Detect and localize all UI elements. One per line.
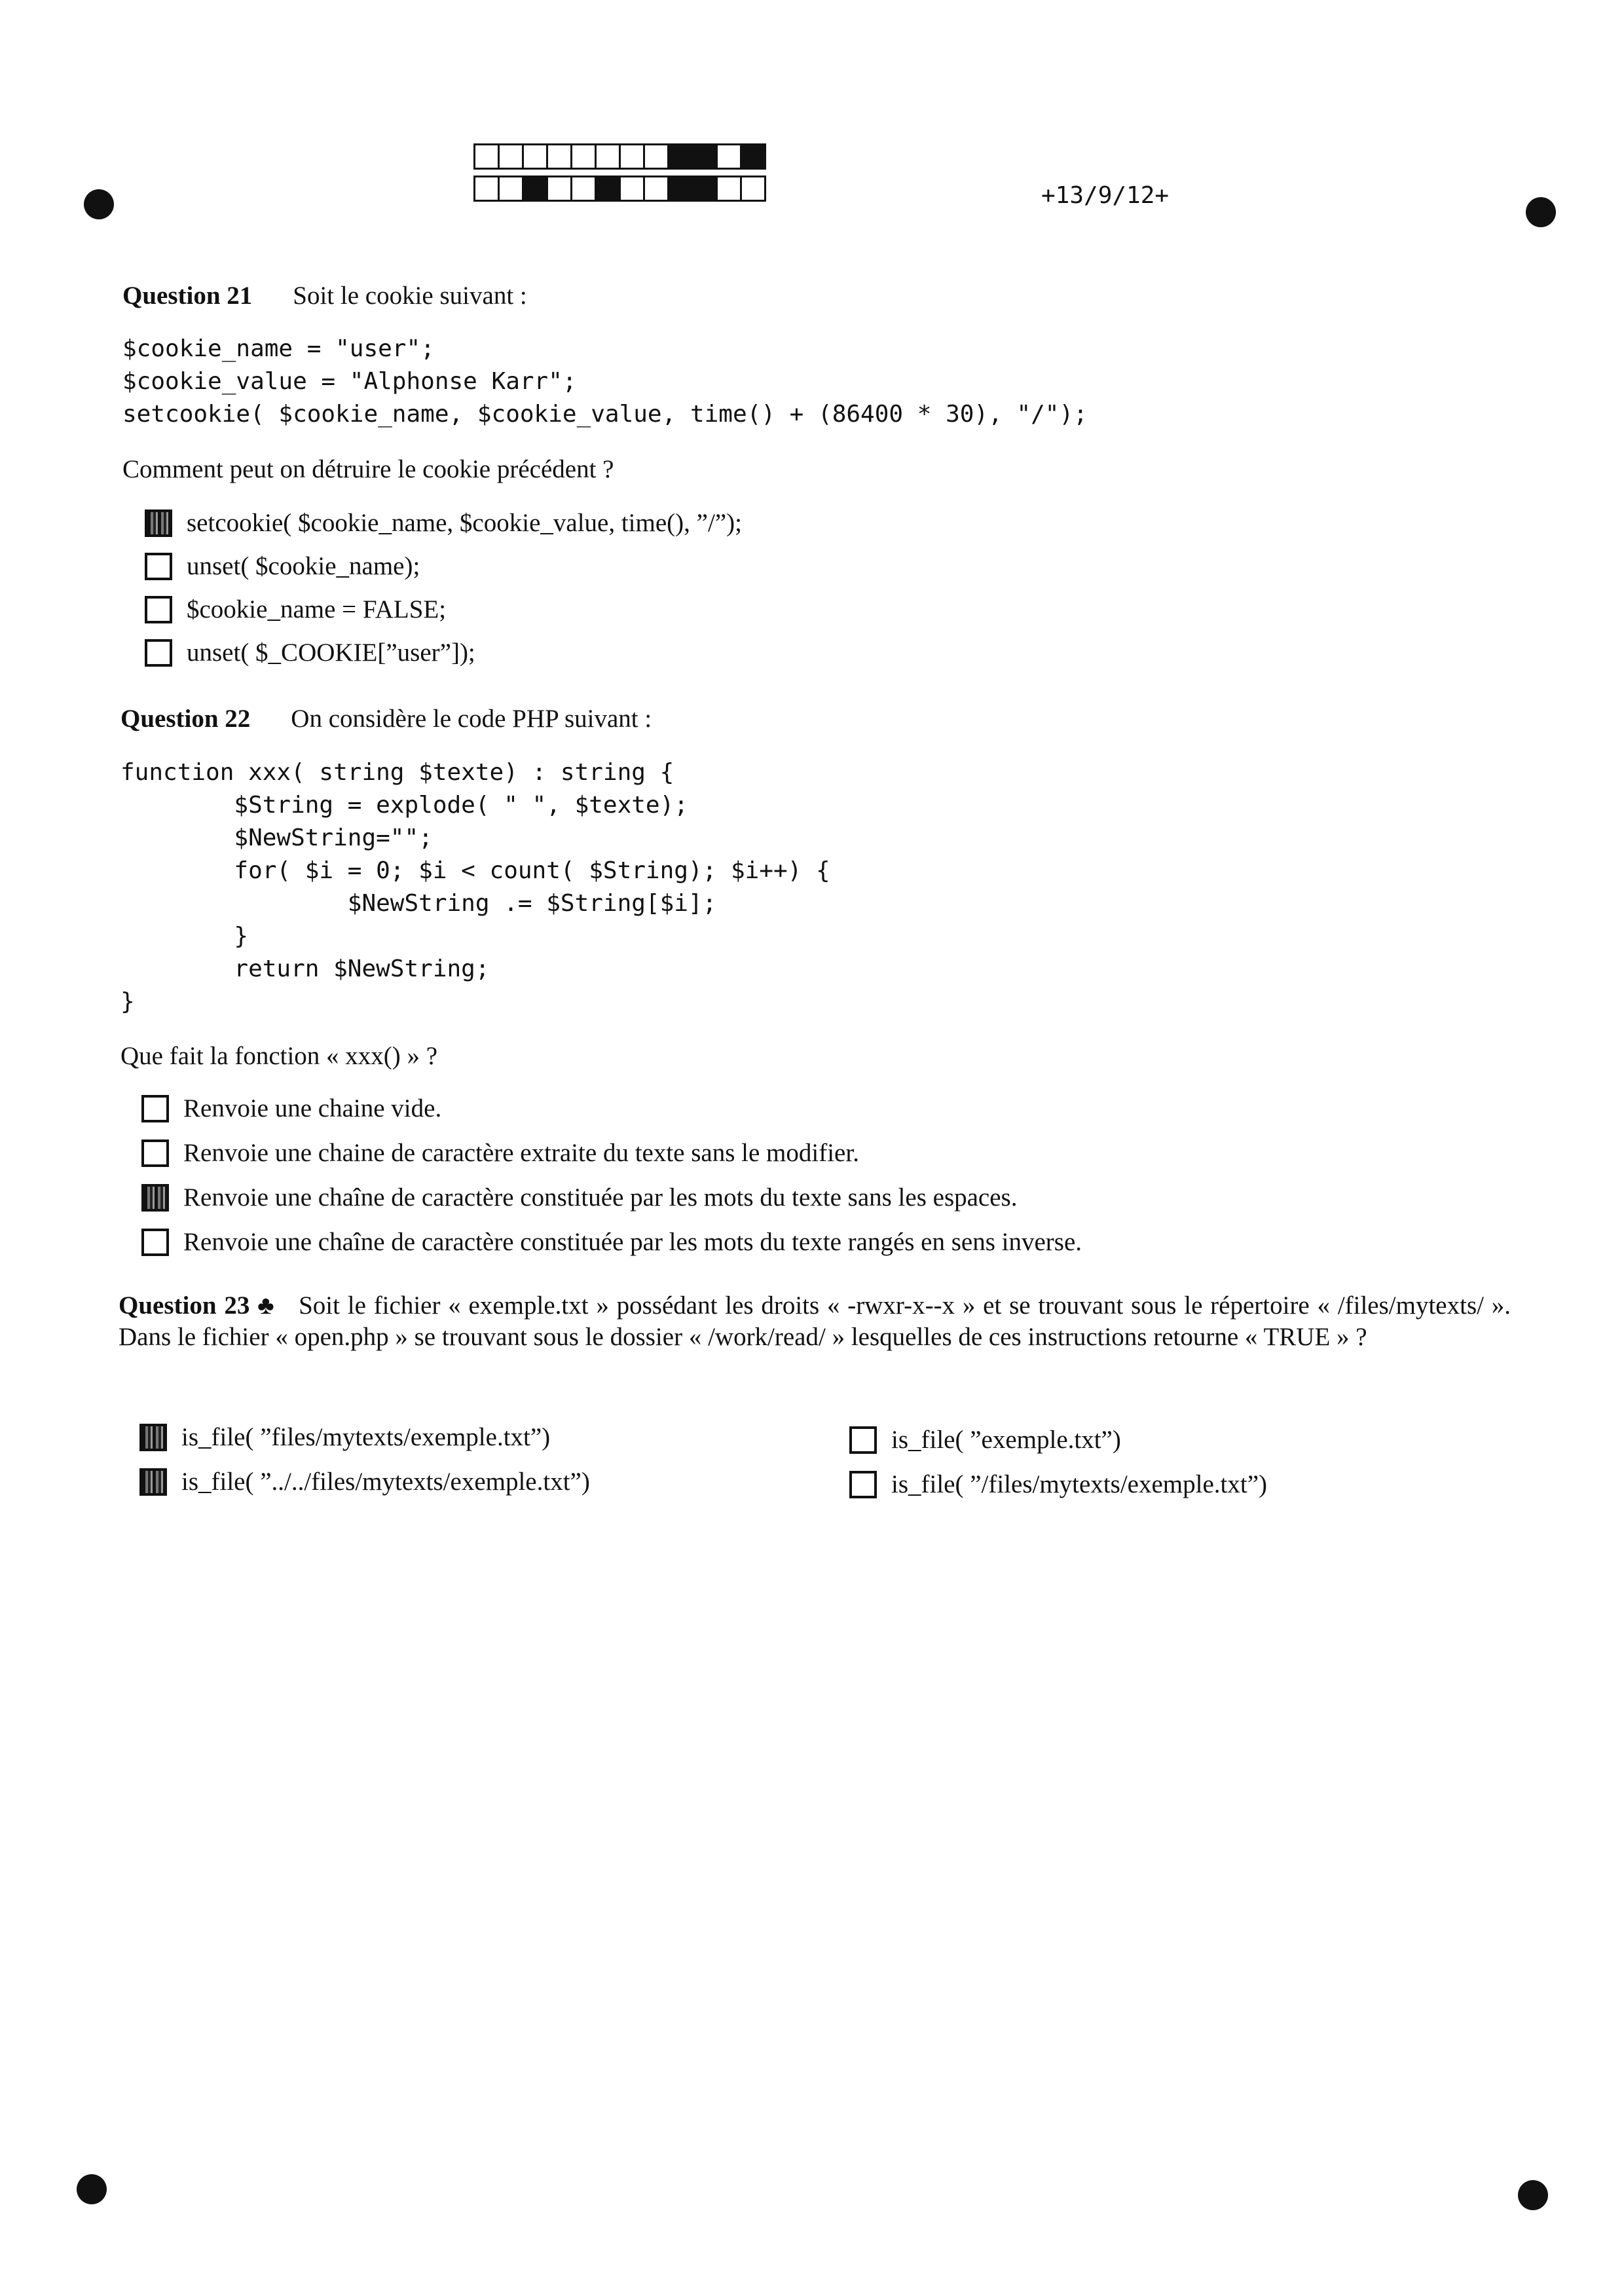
- q22-option-2[interactable]: [141, 1138, 859, 1168]
- question-21-code: $cookie_name = "user"; $cookie_value = "Alphonse Karr"; setcookie( $cookie_name, $cookie_value, time() + (86400 * 30), "/");: [122, 335, 1088, 428]
- q23-option-4[interactable]: [849, 1470, 1267, 1499]
- question-label: Question 21: [122, 282, 253, 310]
- barcode-cell: [692, 176, 718, 202]
- q21-option-1[interactable]: [145, 508, 742, 538]
- question-21-text: Comment peut on détruire le cookie précédent ?: [122, 455, 614, 483]
- option-label: Renvoie une chaine vide.: [183, 1094, 442, 1122]
- option-label: Renvoie une chaîne de caractère constituée par les mots du texte rangés en sens inverse.: [183, 1228, 1082, 1256]
- option-label: $cookie_name = FALSE;: [187, 595, 447, 623]
- barcode-cell: [692, 143, 718, 170]
- checkbox[interactable]: [145, 509, 172, 537]
- question-22-header: [120, 704, 652, 733]
- checkbox[interactable]: [849, 1426, 877, 1454]
- page-code: +13/9/12+: [1041, 182, 1170, 209]
- barcode-cell: [570, 176, 597, 202]
- barcode-cell: [667, 176, 693, 202]
- barcode-cell: [667, 143, 693, 170]
- question-label: Question 22: [120, 705, 251, 733]
- q23-option-2[interactable]: [139, 1467, 590, 1496]
- option-label: unset( $cookie_name);: [187, 552, 420, 580]
- checkbox[interactable]: [139, 1468, 167, 1496]
- q22-option-3[interactable]: [141, 1183, 1017, 1212]
- checkbox[interactable]: [849, 1471, 877, 1498]
- barcode-cell: [473, 143, 500, 170]
- checkbox[interactable]: [145, 639, 172, 667]
- checkbox[interactable]: [141, 1229, 169, 1256]
- option-label: is_file( ”files/mytexts/exemple.txt”): [181, 1423, 551, 1451]
- barcode-cell: [740, 176, 766, 202]
- barcode-cell: [619, 143, 645, 170]
- question-22-code: function xxx( string $texte) : string { $String = explode( " ", $texte); $NewString=""; for( $i = 0; $i < count( $String); $i++) { $NewString .= $String[$i]; } return $NewString; }: [120, 759, 830, 1015]
- checkbox[interactable]: [145, 553, 172, 580]
- option-label: is_file( ”exemple.txt”): [891, 1426, 1121, 1454]
- barcode-cell: [643, 143, 669, 170]
- question-label: Question 23 ♣: [119, 1291, 276, 1320]
- barcode-cell: [473, 176, 500, 202]
- barcode-cell: [498, 176, 524, 202]
- barcode-cell: [595, 176, 621, 202]
- option-label: Renvoie une chaine de caractère extraite du texte sans le modifier.: [183, 1139, 859, 1167]
- q21-option-4[interactable]: [145, 638, 475, 667]
- barcode-cell: [595, 143, 621, 170]
- question-prompt: On considère le code PHP suivant :: [291, 705, 652, 733]
- q22-option-1[interactable]: [141, 1094, 441, 1123]
- q21-option-3[interactable]: [145, 595, 446, 624]
- question-prompt: Soit le fichier « exemple.txt » possédant les droits « -rwxr-x--x » et se trouvant sous le répertoire « /files/mytexts/ ». Dans le fichier « open.php » se trouvant sous le dossier « /work/read/ » lesquelles de ces instructions retourne « TRUE » ?: [119, 1291, 1511, 1351]
- question-prompt: Soit le cookie suivant :: [293, 282, 527, 310]
- checkbox[interactable]: [141, 1095, 169, 1122]
- barcode-cell: [546, 176, 572, 202]
- option-label: Renvoie une chaîne de caractère constituée par les mots du texte sans les espaces.: [183, 1183, 1018, 1212]
- checkbox[interactable]: [145, 596, 172, 623]
- q21-option-2[interactable]: [145, 551, 420, 581]
- barcode-cell: [716, 143, 742, 170]
- checkbox[interactable]: [139, 1424, 167, 1451]
- barcode-cell: [522, 143, 548, 170]
- barcode-cell: [570, 143, 597, 170]
- barcode-cell: [619, 176, 645, 202]
- barcode-cell: [643, 176, 669, 202]
- question-23-header: [119, 1290, 1511, 1353]
- checkbox[interactable]: [141, 1139, 169, 1167]
- registration-mark-top-right: [1526, 197, 1556, 227]
- checkbox[interactable]: [141, 1184, 169, 1212]
- registration-mark-bottom-left: [77, 2174, 107, 2204]
- barcode-row-2: [473, 176, 764, 202]
- barcode-cell: [740, 143, 766, 170]
- question-22-text: Que fait la fonction « xxx() » ?: [120, 1042, 438, 1070]
- barcode-row-1: [473, 143, 764, 170]
- option-label: is_file( ”/files/mytexts/exemple.txt”): [891, 1470, 1267, 1498]
- barcode-cell: [522, 176, 548, 202]
- q22-option-4[interactable]: [141, 1227, 1082, 1257]
- option-label: setcookie( $cookie_name, $cookie_value, time(), ”/”);: [187, 509, 742, 537]
- q23-option-1[interactable]: [139, 1422, 550, 1452]
- barcode-cell: [546, 143, 572, 170]
- option-label: unset( $_COOKIE[”user”]);: [187, 639, 475, 667]
- registration-mark-top-left: [84, 189, 114, 219]
- barcode-cell: [498, 143, 524, 170]
- barcode-cell: [716, 176, 742, 202]
- question-21-header: [122, 281, 527, 310]
- q23-option-3[interactable]: [849, 1425, 1121, 1454]
- option-label: is_file( ”../../files/mytexts/exemple.txt”): [181, 1468, 590, 1496]
- registration-mark-bottom-right: [1518, 2180, 1548, 2210]
